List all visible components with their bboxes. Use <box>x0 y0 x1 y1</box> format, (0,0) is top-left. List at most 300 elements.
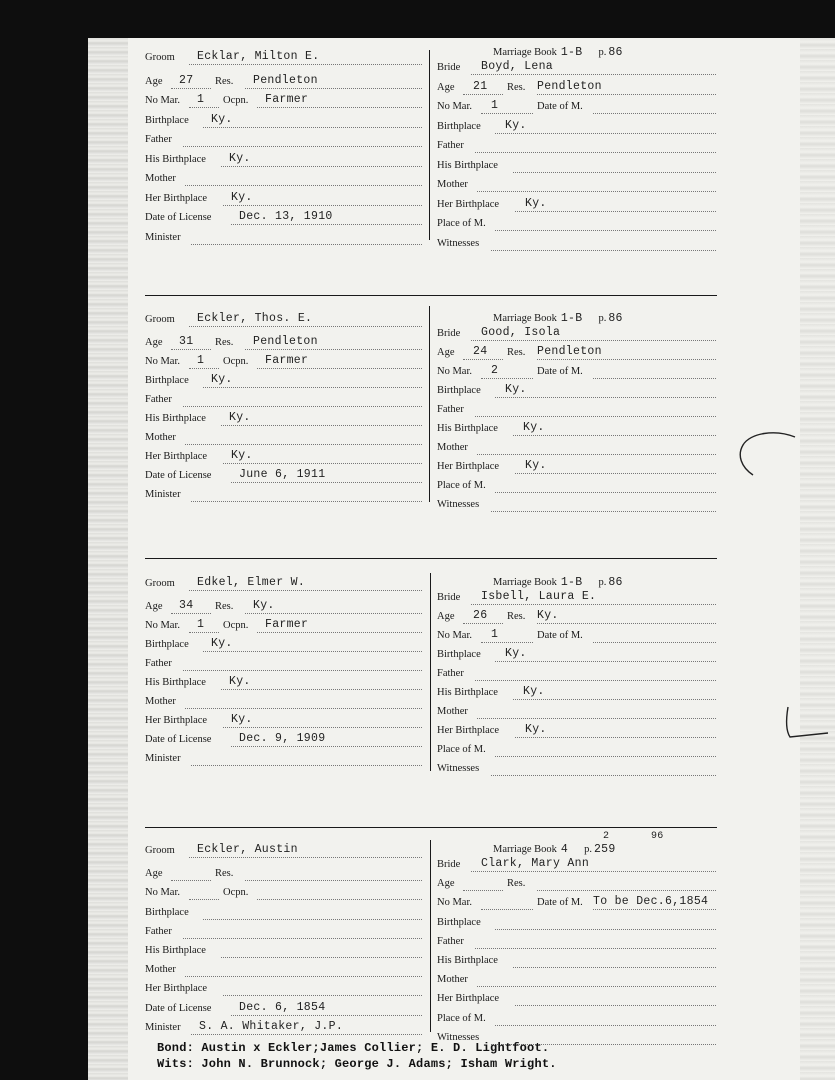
dotted-leader <box>257 899 422 900</box>
marriage-book-label: Marriage Book <box>493 47 557 58</box>
bride-birthplace-value: Ky. <box>505 383 527 396</box>
field-label: Age <box>145 75 163 87</box>
bride-her-birthplace-label <box>437 199 499 215</box>
groom-ocpn-value: Farmer <box>265 93 309 106</box>
field-label: Age <box>437 611 455 622</box>
dotted-leader <box>223 463 422 464</box>
field-label: Date of M. <box>537 366 583 377</box>
bride-date-of-m-value: To be Dec.6,1854 <box>593 895 709 909</box>
groom-age-value: 31 <box>179 335 194 348</box>
field-label: No Mar. <box>145 620 180 631</box>
dotted-leader <box>481 642 533 643</box>
bride-name-value: Clark, Mary Ann <box>481 857 590 870</box>
dotted-leader <box>221 689 422 690</box>
bride-his-birthplace-value: Ky. <box>523 421 545 434</box>
dotted-leader <box>593 113 716 114</box>
groom-no-mar-label <box>145 887 180 903</box>
marriage-book-reference <box>493 843 616 856</box>
dotted-leader <box>189 632 219 633</box>
field-label: Date of License <box>145 1002 212 1014</box>
field-label: Res. <box>507 611 526 622</box>
dotted-leader <box>495 756 716 757</box>
dotted-leader <box>183 670 422 671</box>
field-label: Father <box>145 394 172 405</box>
bride-father-label <box>437 404 464 420</box>
record-separator-3 <box>145 827 717 828</box>
groom-no-mar-value: 1 <box>197 354 205 367</box>
dotted-leader <box>245 880 422 881</box>
field-label: Father <box>437 935 464 947</box>
groom-ocpn-value: Farmer <box>265 354 309 367</box>
dotted-leader <box>231 224 422 225</box>
field-label: Bride <box>437 592 461 603</box>
field-label: Bride <box>437 859 461 870</box>
bride-his-birthplace-label <box>437 160 498 176</box>
dotted-leader <box>231 1015 422 1016</box>
groom-birthplace-value: Ky. <box>211 637 233 650</box>
groom-father-label <box>145 926 172 942</box>
bride-witnesses-label <box>437 763 479 779</box>
field-label: No Mar. <box>145 95 180 106</box>
dotted-leader <box>223 727 422 728</box>
dotted-leader <box>191 244 422 245</box>
field-label: Birthplace <box>437 649 481 660</box>
scan-mark-bracket <box>735 425 805 495</box>
groom-res-label <box>215 337 233 353</box>
groom-mother-label <box>145 432 176 448</box>
field-label: Date of M. <box>537 101 583 112</box>
dotted-leader <box>477 191 716 192</box>
dotted-leader <box>191 501 422 502</box>
dotted-leader <box>537 890 716 891</box>
bride-place-of-m-label <box>437 218 486 234</box>
dotted-leader <box>183 406 422 407</box>
dotted-leader <box>203 127 422 128</box>
groom-minister-value: S. A. Whitaker, J.P. <box>199 1019 344 1033</box>
dotted-leader <box>495 397 716 398</box>
dotted-leader <box>203 919 422 920</box>
dotted-leader <box>231 746 422 747</box>
dotted-leader <box>183 938 422 939</box>
bride-res-value: Ky. <box>537 609 559 622</box>
field-label: No Mar. <box>437 897 472 909</box>
bride-date-of-m-label <box>537 897 583 913</box>
dotted-leader <box>475 416 716 417</box>
marriage-book-number: 4 <box>560 843 569 856</box>
bride-res-label <box>507 878 525 894</box>
dotted-leader <box>475 152 716 153</box>
groom-res-value: Ky. <box>253 599 275 612</box>
field-label: Bride <box>437 328 461 339</box>
groom-groom-label <box>145 52 175 68</box>
bride-her-birthplace-label <box>437 461 499 477</box>
page-number: 86 <box>608 312 623 325</box>
bride-date-of-m-label <box>537 366 583 382</box>
field-label: Minister <box>145 1021 181 1033</box>
field-label: Witnesses <box>437 499 480 510</box>
dotted-leader <box>477 454 716 455</box>
groom-res-label <box>215 868 233 884</box>
field-label: Witnesses <box>437 763 480 774</box>
record-4-divider <box>430 840 431 1032</box>
field-label: No Mar. <box>437 630 472 641</box>
record-3-divider <box>430 573 431 771</box>
field-label: Date of License <box>145 470 212 481</box>
groom-name-value: Eckler, Thos. E. <box>197 312 313 325</box>
field-label: Birthplace <box>145 639 189 650</box>
field-label: His Birthplace <box>145 413 206 424</box>
dotted-leader <box>185 976 422 977</box>
groom-birthplace-label <box>145 375 189 391</box>
bride-no-mar-value: 1 <box>491 628 499 641</box>
dotted-leader <box>491 250 716 251</box>
bride-father-label <box>437 936 464 952</box>
field-label: Groom <box>145 845 175 856</box>
dotted-leader <box>491 775 716 776</box>
field-label: Her Birthplace <box>145 983 208 995</box>
groom-his-birthplace-label <box>145 945 206 961</box>
dotted-leader <box>537 359 716 360</box>
scan-edge-right <box>800 38 835 1080</box>
dotted-leader <box>231 482 422 483</box>
groom-her-birthplace-label <box>145 193 207 209</box>
bride-mother-label <box>437 974 468 990</box>
page-number: 86 <box>608 46 623 59</box>
field-label: Birthplace <box>437 120 481 132</box>
field-label: Groom <box>145 578 175 589</box>
dotted-leader <box>481 378 533 379</box>
bride-bride-label <box>437 62 460 78</box>
groom-his-birthplace-label <box>145 413 206 429</box>
dotted-leader <box>515 737 716 738</box>
bride-bride-label <box>437 859 460 875</box>
groom-date-of-license-label <box>145 212 211 228</box>
dotted-leader <box>513 967 716 968</box>
groom-ocpn-label <box>223 620 248 636</box>
field-label: Birthplace <box>145 375 189 386</box>
groom-minister-label <box>145 232 181 248</box>
bride-age-label <box>437 347 455 363</box>
dotted-leader <box>171 613 211 614</box>
field-label: No Mar. <box>145 356 180 367</box>
groom-minister-label <box>145 753 181 769</box>
field-label: Witnesses <box>437 237 480 249</box>
field-label: Ocpn. <box>223 356 249 367</box>
dotted-leader <box>257 632 422 633</box>
dotted-leader <box>515 473 716 474</box>
groom-ocpn-label <box>223 887 248 903</box>
page-label: p. <box>598 577 607 588</box>
field-label: Res. <box>507 81 526 93</box>
bride-place-of-m-label <box>437 480 486 496</box>
groom-ocpn-label <box>223 95 248 111</box>
bride-res-value: Pendleton <box>537 79 602 93</box>
scan-mark-hook <box>782 705 832 745</box>
bride-bride-label <box>437 592 460 608</box>
bride-no-mar-value: 1 <box>491 99 499 112</box>
dotted-leader <box>171 88 211 89</box>
field-label: Res. <box>215 601 234 612</box>
bride-her-birthplace-label <box>437 993 499 1009</box>
field-label: Minister <box>145 489 181 500</box>
field-label: Place of M. <box>437 744 486 755</box>
dotted-leader <box>515 1005 716 1006</box>
field-label: Father <box>437 668 464 679</box>
field-label: Her Birthplace <box>437 725 500 736</box>
dotted-leader <box>245 349 422 350</box>
bride-name-value: Isbell, Laura E. <box>481 590 597 603</box>
dotted-leader <box>481 113 533 114</box>
field-label: His Birthplace <box>437 687 498 698</box>
groom-no-mar-value: 1 <box>197 618 205 631</box>
groom-date-of-license-label <box>145 470 211 486</box>
dotted-leader <box>221 166 422 167</box>
dotted-leader <box>223 205 422 206</box>
dotted-leader <box>513 172 716 173</box>
field-label: Witnesses <box>437 1031 480 1043</box>
bride-date-of-m-label <box>537 101 583 117</box>
bride-her-birthplace-label <box>437 725 499 741</box>
page-number-above: 96 <box>651 831 664 842</box>
field-label: No Mar. <box>437 366 472 377</box>
bride-no-mar-label <box>437 630 472 646</box>
field-label: Res. <box>507 347 526 358</box>
groom-age-value: 34 <box>179 599 194 612</box>
field-label: Ocpn. <box>223 620 249 631</box>
dotted-leader <box>463 359 503 360</box>
field-label: Res. <box>215 337 234 348</box>
dotted-leader <box>189 590 422 591</box>
groom-his-birthplace-value: Ky. <box>229 675 251 688</box>
bride-no-mar-label <box>437 101 472 117</box>
field-label: Father <box>145 134 172 145</box>
dotted-leader <box>183 146 422 147</box>
field-label: Mother <box>145 173 176 184</box>
bride-bride-label <box>437 328 460 344</box>
dotted-leader <box>495 230 716 231</box>
bride-place-of-m-label <box>437 1013 486 1029</box>
field-label: Place of M. <box>437 480 486 491</box>
dotted-leader <box>515 211 716 212</box>
field-label: His Birthplace <box>437 955 498 966</box>
groom-her-birthplace-value: Ky. <box>231 449 253 462</box>
groom-res-label <box>215 601 233 617</box>
groom-no-mar-label <box>145 620 180 636</box>
field-label: Age <box>437 878 455 890</box>
page-number: 259 <box>593 843 616 856</box>
field-label: His Birthplace <box>145 677 206 688</box>
groom-her-birthplace-label <box>145 715 207 731</box>
groom-name-value: Edkel, Elmer W. <box>197 576 306 589</box>
field-label: Date of M. <box>537 630 583 641</box>
page-label: p. <box>598 47 607 58</box>
dotted-leader <box>185 444 422 445</box>
groom-mother-label <box>145 173 176 189</box>
groom-his-birthplace-value: Ky. <box>229 411 251 424</box>
bride-no-mar-label <box>437 897 472 913</box>
field-label: Bride <box>437 62 461 73</box>
groom-her-birthplace-value: Ky. <box>231 713 253 726</box>
dotted-leader <box>471 340 716 341</box>
field-label: His Birthplace <box>437 423 498 434</box>
field-label: Mother <box>437 706 468 717</box>
marriage-book-number: 1-B <box>560 312 583 325</box>
field-label: Date of License <box>145 212 212 223</box>
marriage-book-number: 1-B <box>560 46 583 59</box>
groom-name-value: Eckler, Austin <box>197 843 298 856</box>
bride-age-value: 26 <box>473 609 488 622</box>
field-label: Age <box>145 868 163 880</box>
dotted-leader <box>189 64 422 65</box>
bride-name-value: Boyd, Lena <box>481 60 554 73</box>
page-number: 86 <box>608 576 623 589</box>
groom-groom-label <box>145 578 175 594</box>
dotted-leader <box>189 326 422 327</box>
groom-age-label <box>145 601 163 617</box>
groom-date-of-license-value: June 6, 1911 <box>239 468 326 481</box>
field-label: Mother <box>437 442 468 453</box>
groom-age-value: 27 <box>179 73 194 87</box>
groom-age-label <box>145 337 163 353</box>
dotted-leader <box>189 857 422 858</box>
bride-father-label <box>437 140 464 156</box>
groom-res-value: Pendleton <box>253 73 318 87</box>
bride-her-birthplace-value: Ky. <box>525 196 547 210</box>
field-label: Mother <box>437 974 468 986</box>
marriage-book-label: Marriage Book <box>493 577 557 588</box>
dotted-leader <box>537 623 716 624</box>
groom-her-birthplace-value: Ky. <box>231 190 253 204</box>
bride-no-mar-value: 2 <box>491 364 499 377</box>
dotted-leader <box>463 94 503 95</box>
witnesses-line: Wits: John N. Brunnock; George J. Adams; Isham Wright. <box>157 1057 557 1071</box>
field-label: Her Birthplace <box>145 715 208 726</box>
field-label: Mother <box>437 179 468 190</box>
dotted-leader <box>189 107 219 108</box>
dotted-leader <box>475 948 716 949</box>
bride-res-label <box>507 347 525 363</box>
groom-age-label <box>145 868 163 884</box>
bride-name-value: Good, Isola <box>481 326 561 339</box>
bride-birthplace-value: Ky. <box>505 118 527 132</box>
dotted-leader <box>593 642 716 643</box>
bride-her-birthplace-value: Ky. <box>525 723 547 736</box>
bride-age-value: 24 <box>473 345 488 358</box>
dotted-leader <box>221 957 422 958</box>
dotted-leader <box>223 995 422 996</box>
dotted-leader <box>257 368 422 369</box>
groom-birthplace-value: Ky. <box>211 112 233 126</box>
bride-res-value: Pendleton <box>537 345 602 358</box>
field-label: Her Birthplace <box>145 451 208 462</box>
field-label: Minister <box>145 753 181 764</box>
marriage-book-number: 1-B <box>560 576 583 589</box>
groom-res-label <box>215 76 233 92</box>
groom-name-value: Ecklar, Milton E. <box>197 50 320 63</box>
dotted-leader <box>471 871 716 872</box>
groom-groom-label <box>145 845 175 861</box>
dotted-leader <box>221 425 422 426</box>
dotted-leader <box>475 680 716 681</box>
dotted-leader <box>171 349 211 350</box>
bride-place-of-m-label <box>437 744 486 760</box>
groom-her-birthplace-label <box>145 451 207 467</box>
field-label: Father <box>437 140 464 151</box>
field-label: Her Birthplace <box>437 993 500 1005</box>
field-label: Her Birthplace <box>145 192 208 204</box>
bride-mother-label <box>437 179 468 195</box>
bride-mother-label <box>437 706 468 722</box>
dotted-leader <box>463 890 503 891</box>
groom-mother-label <box>145 964 176 980</box>
bride-birthplace-label <box>437 649 481 665</box>
marriage-book-reference <box>493 46 623 59</box>
dotted-leader <box>189 368 219 369</box>
bride-birthplace-label <box>437 385 481 401</box>
field-label: Age <box>437 81 455 93</box>
dotted-leader <box>471 604 716 605</box>
dotted-leader <box>593 909 716 910</box>
bride-age-label <box>437 82 455 98</box>
marriage-book-reference <box>493 576 623 589</box>
dotted-leader <box>495 133 716 134</box>
field-label: Ocpn. <box>223 887 249 899</box>
dotted-leader <box>171 880 211 881</box>
groom-no-mar-value: 1 <box>197 93 205 106</box>
field-label: Birthplace <box>437 385 481 396</box>
bride-birthplace-label <box>437 121 481 137</box>
groom-res-value: Pendleton <box>253 335 318 348</box>
bride-mother-label <box>437 442 468 458</box>
field-label: Date of M. <box>537 897 583 909</box>
field-label: Birthplace <box>145 906 189 918</box>
scan-edge-left <box>88 38 128 1080</box>
bride-res-label <box>507 611 525 627</box>
bride-her-birthplace-value: Ky. <box>525 459 547 472</box>
groom-no-mar-label <box>145 95 180 111</box>
groom-birthplace-value: Ky. <box>211 373 233 386</box>
field-label: Res. <box>215 868 234 880</box>
bride-his-birthplace-label <box>437 687 498 703</box>
field-label: Birthplace <box>145 114 189 126</box>
groom-mother-label <box>145 696 176 712</box>
groom-birthplace-label <box>145 115 189 131</box>
groom-minister-label <box>145 1022 181 1038</box>
field-label: No Mar. <box>437 101 472 112</box>
bride-father-label <box>437 668 464 684</box>
field-label: Ocpn. <box>223 95 249 106</box>
groom-father-label <box>145 658 172 674</box>
dotted-leader <box>481 909 533 910</box>
bride-age-value: 21 <box>473 79 488 93</box>
field-label: Birthplace <box>437 916 481 928</box>
field-label: Date of License <box>145 734 212 745</box>
groom-his-birthplace-label <box>145 154 206 170</box>
bride-witnesses-label <box>437 238 479 254</box>
field-label: Father <box>145 658 172 669</box>
dotted-leader <box>495 1025 716 1026</box>
record-separator-1 <box>145 295 717 296</box>
record-2-divider <box>429 306 430 502</box>
dotted-leader <box>191 1034 422 1035</box>
field-label: Res. <box>507 878 526 890</box>
groom-age-label <box>145 76 163 92</box>
dotted-leader <box>185 185 422 186</box>
bride-res-label <box>507 82 525 98</box>
dotted-leader <box>463 623 503 624</box>
dotted-leader <box>491 511 716 512</box>
groom-date-of-license-label <box>145 1003 211 1019</box>
